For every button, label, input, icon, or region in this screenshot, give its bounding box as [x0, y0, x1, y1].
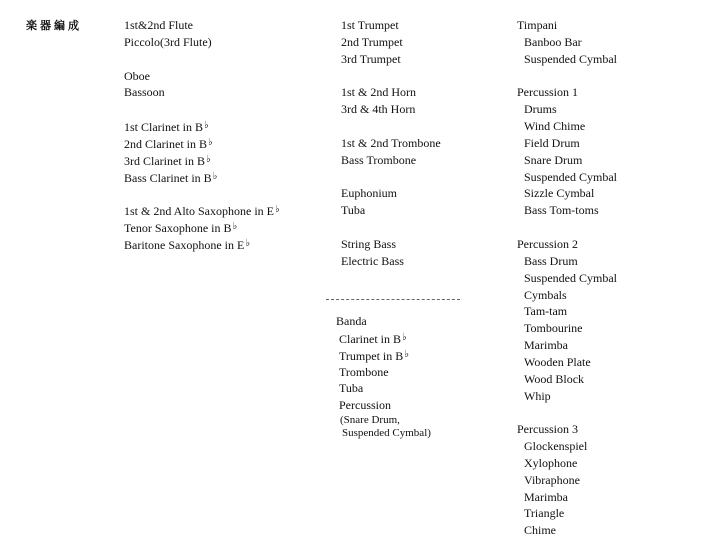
instrument-trumpet-3: 3rd Trumpet — [341, 51, 401, 66]
instrument-label: Baritone Saxophone in E — [124, 237, 245, 252]
percussion-instrument: Whip — [524, 388, 551, 403]
instrument-trumpet-2: 2nd Trumpet — [341, 34, 403, 49]
percussion-instrument: Chime — [524, 523, 556, 538]
percussion-instrument: Suspended Cymbal — [524, 51, 617, 66]
flat-sign: ♭ — [208, 136, 213, 148]
group-percussion-1: Percussion 1 — [517, 85, 578, 100]
woodwinds-column — [124, 17, 280, 253]
instrument-horn-34: 3rd & 4th Horn — [341, 102, 416, 117]
instrument-label: Tenor Saxophone in B — [124, 221, 232, 236]
instrument-clarinet-1 — [124, 118, 280, 135]
timpani-items — [517, 34, 617, 68]
group-timpani: Timpani — [517, 18, 558, 32]
instrument-tuba: Tuba — [341, 203, 366, 218]
percussion-instrument: Tombourine — [524, 321, 583, 336]
group-percussion-2: Percussion 2 — [517, 236, 578, 251]
percussion-instrument: Drums — [524, 102, 557, 117]
percussion-instrument: Banboo Bar — [524, 34, 582, 49]
flat-sign: ♭ — [206, 153, 211, 165]
instrumentation-heading: 楽器編成 — [26, 19, 82, 32]
instrument-clarinet-3 — [124, 152, 280, 169]
percussion-instrument: Bass Tom-toms — [524, 203, 599, 218]
percussion-2-items — [517, 253, 617, 405]
banda-tuba: Tuba — [339, 381, 364, 396]
percussion-instrument: Suspended Cymbal — [524, 169, 617, 184]
percussion-instrument: Snare Drum — [524, 152, 583, 167]
flat-sign: ♭ — [245, 237, 251, 249]
percussion-instrument: Xylophone — [524, 455, 578, 470]
banda-percussion-note: (Snare Drum, — [340, 414, 400, 427]
instrument-label: 1st & 2nd Alto Saxophone in E — [124, 204, 274, 219]
banda-title: Banda — [336, 314, 367, 328]
flat-sign: ♭ — [204, 120, 209, 132]
instrument-horn-12: 1st & 2nd Horn — [341, 85, 416, 100]
instrument-electric-bass: Electric Bass — [341, 253, 404, 268]
percussion-instrument: Suspended Cymbal — [524, 270, 617, 285]
flat-sign: ♭ — [402, 331, 407, 343]
instrument-trombone-12: 1st & 2nd Trombone — [341, 135, 441, 150]
percussion-instrument: Wood Block — [524, 371, 585, 386]
percussion-3-items — [517, 438, 617, 539]
instrument-oboe: Oboe — [124, 68, 150, 83]
banda-percussion-note: Suspended Cymbal) — [342, 426, 431, 439]
instrument-label: Clarinet in B — [339, 331, 401, 346]
instrument-clarinet-2 — [124, 135, 280, 152]
group-percussion-3: Percussion 3 — [517, 422, 578, 437]
banda-trombone: Trombone — [339, 364, 389, 379]
instrument-piccolo: Piccolo(3rd Flute) — [124, 34, 212, 49]
instrument-label: Bass Clarinet in B — [124, 170, 212, 185]
flat-sign: ♭ — [232, 221, 238, 233]
instrument-bass-trombone: Bass Trombone — [341, 152, 417, 167]
banda-clarinet — [336, 330, 431, 347]
percussion-instrument: Bass Drum — [524, 253, 578, 268]
instrument-euphonium: Euphonium — [341, 186, 397, 201]
flat-sign: ♭ — [275, 204, 280, 216]
instrument-label: 2nd Clarinet in B — [124, 136, 207, 151]
banda-trumpet — [336, 347, 431, 364]
instrument-bassoon: Bassoon — [124, 85, 165, 100]
instrument-baritone-sax — [124, 236, 280, 253]
instrument-string-bass: String Bass — [341, 236, 397, 251]
percussion-instrument: Marimba — [524, 338, 568, 353]
percussion-instrument: Wooden Plate — [524, 354, 591, 369]
percussion-instrument: Glockenspiel — [524, 439, 588, 454]
percussion-column — [517, 17, 617, 539]
percussion-instrument: Cymbals — [524, 287, 567, 302]
instrument-label: 3rd Clarinet in B — [124, 153, 205, 168]
instrument-alto-sax — [124, 202, 280, 219]
instrument-trumpet-1: 1st Trumpet — [341, 18, 399, 32]
percussion-1-items — [517, 101, 617, 219]
flat-sign: ♭ — [404, 348, 409, 360]
dashed-divider — [326, 299, 460, 300]
percussion-instrument: Field Drum — [524, 135, 580, 150]
percussion-instrument: Triangle — [524, 506, 565, 521]
brass-column — [341, 17, 441, 270]
percussion-instrument: Marimba — [524, 489, 568, 504]
instrument-label: 1st Clarinet in B — [124, 120, 203, 135]
percussion-instrument: Vibraphone — [524, 472, 580, 487]
banda-percussion: Percussion — [339, 398, 391, 413]
instrument-tenor-sax — [124, 219, 280, 236]
flat-sign: ♭ — [212, 170, 218, 182]
percussion-instrument: Tam-tam — [524, 304, 568, 319]
percussion-instrument: Sizzle Cymbal — [524, 186, 595, 201]
instrument-flute: 1st&2nd Flute — [124, 18, 194, 32]
percussion-instrument: Wind Chime — [524, 119, 586, 134]
instrument-bass-clarinet — [124, 169, 280, 186]
instrument-label: Trumpet in B — [339, 348, 404, 363]
banda-section — [336, 313, 431, 439]
